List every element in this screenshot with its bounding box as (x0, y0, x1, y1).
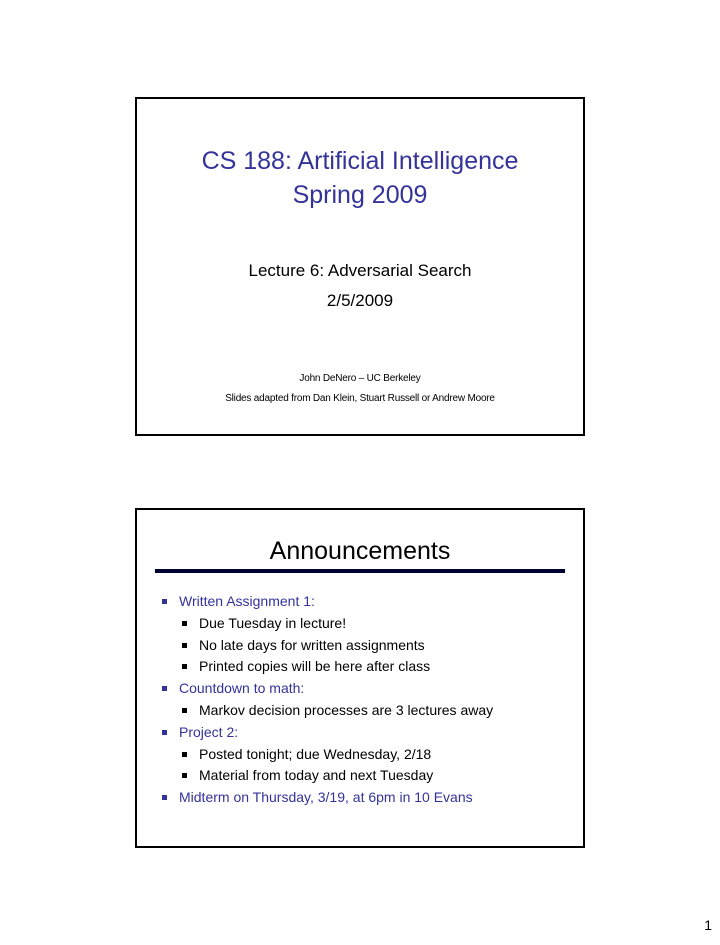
sub-list-item (161, 635, 493, 657)
square-bullet-icon (162, 795, 167, 800)
sub-list-item-text: No late days for written assignments (199, 636, 425, 653)
page-number: 1 (704, 917, 712, 933)
sub-list-item (161, 765, 493, 787)
square-bullet-icon (182, 708, 187, 713)
sub-list-item (161, 700, 493, 722)
list-item (161, 591, 493, 613)
semester-title: Spring 2009 (292, 181, 428, 209)
list-item-text: Written Assignment 1: (179, 593, 315, 609)
list-item-text: Project 2: (179, 723, 239, 740)
list-item (161, 787, 493, 809)
square-bullet-icon (182, 773, 187, 778)
sub-list-item-text: Due Tuesday in lecture! (199, 614, 347, 631)
announcements-slide (135, 508, 585, 848)
sub-list-item (161, 656, 493, 678)
square-bullet-icon (162, 686, 167, 691)
course-title: CS 188: Artificial Intelligence (201, 147, 519, 175)
sub-list-item (161, 613, 493, 635)
announcement-list (161, 591, 493, 809)
lecture-date: 2/5/2009 (326, 291, 394, 310)
sub-list-item-text: Printed copies will be here after class (199, 658, 431, 675)
lecture-title: Lecture 6: Adversarial Search (248, 261, 472, 280)
author-line: John DeNero – UC Berkeley (299, 373, 421, 384)
sub-list-item-text: Posted tonight; due Wednesday, 2/18 (199, 745, 432, 762)
credits-line: Slides adapted from Dan Klein, Stuart Russell or Andrew Moore (225, 393, 495, 404)
list-item-text: Midterm on Thursday, 3/19, at 6pm in 10 Evans (179, 789, 473, 806)
square-bullet-icon (182, 664, 187, 669)
square-bullet-icon (182, 621, 187, 626)
slide-title: Announcements (269, 537, 451, 565)
title-slide (135, 97, 585, 436)
sub-list-item-text: Markov decision processes are 3 lectures away (199, 701, 494, 718)
title-rule (155, 569, 565, 573)
square-bullet-icon (162, 730, 167, 735)
square-bullet-icon (182, 752, 187, 757)
sub-list-item (161, 744, 493, 766)
square-bullet-icon (182, 643, 187, 648)
list-item-text: Countdown to math: (179, 680, 305, 697)
list-item (161, 678, 493, 700)
list-item (161, 722, 493, 744)
sub-list-item-text: Material from today and next Tuesday (199, 767, 434, 784)
square-bullet-icon (162, 599, 167, 604)
